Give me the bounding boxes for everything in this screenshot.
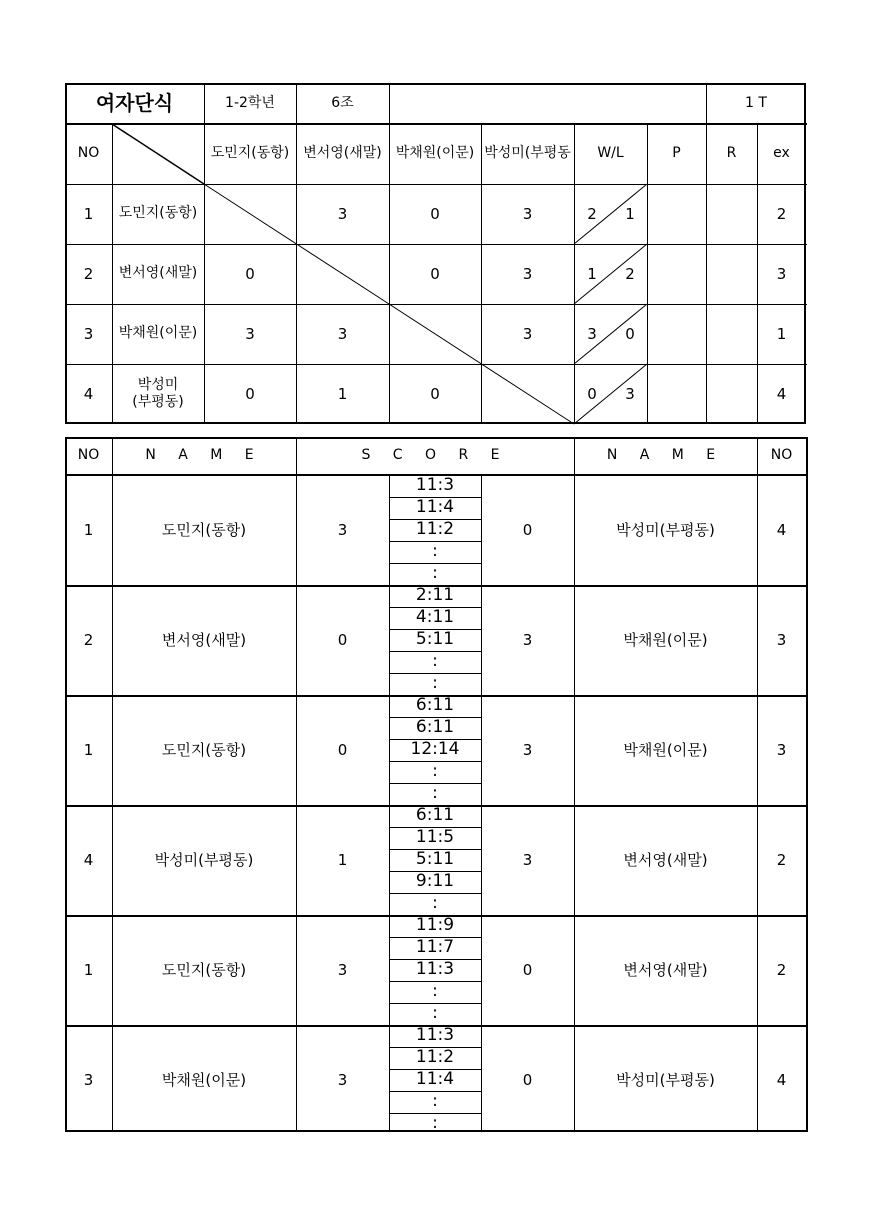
match-player-1: 박채원(이문) (161, 1070, 247, 1089)
row-player-name-line1: 박성미 (137, 376, 179, 393)
row-no: 3 (83, 324, 94, 343)
match-player-2: 박채원(이문) (623, 740, 708, 759)
game-score: 5:11 (415, 849, 455, 870)
game-score: : (432, 563, 438, 584)
row-wins: 0 (587, 384, 597, 403)
row-player-name: 박채원(이문) (118, 325, 198, 342)
game-score: 2:11 (415, 585, 455, 606)
row-wins: 1 (587, 264, 597, 283)
game-score: 4:11 (415, 607, 455, 628)
row-player-name: 도민지(동항) (118, 205, 198, 222)
row-score: 3 (337, 204, 348, 223)
game-score: 6:11 (415, 695, 455, 716)
match-no-1: 1 (83, 520, 94, 539)
match-no-2: 3 (776, 630, 787, 649)
row-score: 1 (337, 384, 348, 403)
match-col-name-2: N A M E (606, 447, 725, 464)
row-score: 3 (522, 204, 533, 223)
match-col-name: N A M E (145, 447, 263, 464)
match-sets-2: 3 (522, 630, 533, 649)
match-sets-1: 0 (337, 630, 348, 649)
row-score: 0 (430, 204, 440, 223)
row-ex: 3 (776, 264, 787, 283)
game-score: 6:11 (415, 717, 455, 738)
game-score: 11:7 (415, 937, 455, 958)
row-score: 0 (430, 384, 440, 403)
game-score: : (432, 783, 438, 804)
match-col-score: S C O R E (361, 447, 509, 464)
match-sets-1: 3 (337, 520, 348, 539)
game-score: 11:2 (415, 1047, 455, 1068)
table-number: 1 T (745, 94, 767, 111)
match-sets-2: 0 (522, 520, 533, 539)
match-player-1: 박성미(부평동) (154, 850, 254, 869)
game-score: 11:5 (415, 827, 455, 848)
row-score: 0 (245, 264, 255, 283)
row-ex: 1 (776, 324, 787, 343)
game-score: 11:4 (415, 497, 455, 518)
match-sets-1: 0 (337, 740, 348, 759)
match-no-1: 3 (83, 1070, 94, 1089)
match-sets-2: 0 (522, 1070, 533, 1089)
row-losses: 1 (625, 204, 635, 223)
match-no-2: 2 (776, 850, 787, 869)
game-score: : (432, 673, 438, 694)
col-player-3: 박채원(이문) (395, 145, 475, 162)
match-no-1: 4 (83, 850, 94, 869)
row-ex: 4 (776, 384, 787, 403)
match-sets-1: 1 (337, 850, 348, 869)
game-score: : (432, 1091, 438, 1112)
match-player-2: 변서영(새말) (623, 850, 708, 869)
match-no-2: 2 (776, 960, 787, 979)
row-score: 3 (337, 324, 348, 343)
match-no-2: 4 (776, 520, 787, 539)
match-col-no-2: NO (770, 447, 793, 464)
match-sets-1: 3 (337, 1070, 348, 1089)
match-no-1: 1 (83, 740, 94, 759)
row-player-name (112, 364, 204, 424)
match-player-2: 변서영(새말) (623, 960, 708, 979)
match-sets-1: 3 (337, 960, 348, 979)
col-player-2: 변서영(새말) (303, 145, 382, 162)
col-p: P (672, 145, 681, 162)
match-no-2: 4 (776, 1070, 787, 1089)
match-player-1: 도민지(동항) (161, 960, 247, 979)
match-no-1: 2 (83, 630, 94, 649)
game-score: : (432, 651, 438, 672)
game-score: 11:2 (415, 519, 455, 540)
row-no: 1 (83, 204, 94, 223)
row-no: 2 (83, 264, 94, 283)
col-player-1: 도민지(동항) (210, 145, 290, 162)
game-score: 11:3 (415, 475, 455, 496)
match-col-no: NO (77, 447, 100, 464)
col-no: NO (77, 145, 100, 162)
match-player-2: 박성미(부평동) (616, 1070, 715, 1089)
game-score: 11:3 (415, 959, 455, 980)
col-ex: ex (773, 145, 790, 162)
row-score: 3 (522, 264, 533, 283)
game-score: 11:4 (415, 1069, 455, 1090)
row-score: 3 (522, 324, 533, 343)
match-player-2: 박채원(이문) (623, 630, 708, 649)
game-score: 11:9 (415, 915, 455, 936)
game-score: 9:11 (415, 871, 455, 892)
match-sets-2: 0 (522, 960, 533, 979)
match-player-1: 변서영(새말) (161, 630, 247, 649)
row-score: 0 (430, 264, 440, 283)
game-score: 5:11 (415, 629, 455, 650)
grade-label: 1-2학년 (225, 94, 275, 111)
match-player-1: 도민지(동항) (161, 520, 247, 539)
row-wins: 3 (587, 324, 597, 343)
game-score: : (432, 761, 438, 782)
row-ex: 2 (776, 204, 787, 223)
col-r: R (726, 145, 737, 162)
col-wl: W/L (597, 145, 624, 162)
game-score: : (432, 541, 438, 562)
group-label: 6조 (331, 94, 354, 111)
game-score: : (432, 1003, 438, 1024)
row-score: 3 (245, 324, 255, 343)
event-title: 여자단식 (95, 91, 174, 115)
match-sets-2: 3 (522, 850, 533, 869)
game-score: : (432, 1113, 438, 1134)
game-score: 6:11 (415, 805, 455, 826)
row-wins: 2 (587, 204, 597, 223)
match-player-1: 도민지(동항) (161, 740, 247, 759)
game-score: 12:14 (410, 739, 460, 760)
game-score: : (432, 893, 438, 914)
row-no: 4 (83, 384, 94, 403)
row-player-name-line2: (부평동) (132, 394, 184, 410)
row-losses: 0 (625, 324, 635, 343)
row-score: 0 (245, 384, 255, 403)
row-losses: 3 (625, 384, 635, 403)
row-losses: 2 (625, 264, 635, 283)
col-player-4: 박성미(부평동 (484, 145, 571, 162)
match-player-2: 박성미(부평동) (616, 520, 715, 539)
game-score: : (432, 981, 438, 1002)
match-no-1: 1 (83, 960, 94, 979)
row-player-name: 변서영(새말) (118, 265, 198, 282)
match-sets-2: 3 (522, 740, 533, 759)
match-no-2: 3 (776, 740, 787, 759)
game-score: 11:3 (415, 1025, 455, 1046)
